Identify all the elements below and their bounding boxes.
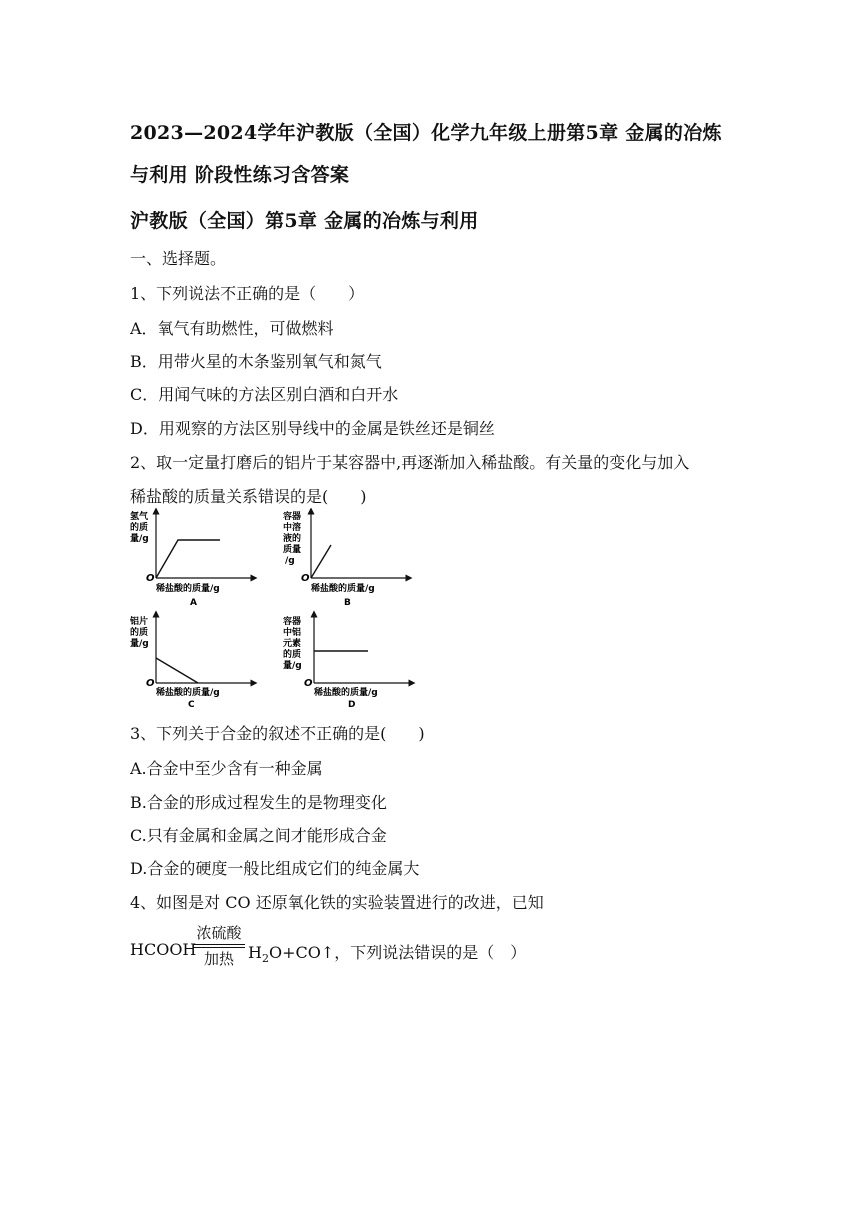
graph-a-xlabel: 稀盐酸的质量/g [156, 584, 220, 594]
graph-b-xlabel: 稀盐酸的质量/g [311, 584, 375, 594]
equation-products [248, 940, 526, 965]
equation-reactant: HCOOH [130, 940, 197, 959]
graph-b-ylabel-2: 中溶 [283, 523, 302, 533]
question-1-option-a: A．氧气有助燃性，可做燃料 [130, 319, 334, 338]
equation-condition-bottom: 加热 [203, 950, 234, 968]
question-3-option-d: D.合金的硬度一般比组成它们的纯金属大 [130, 859, 420, 878]
question-1-stem: 1、下列说法不正确的是（ ） [130, 284, 365, 303]
equation-rest: O+CO↑，下列说法错误的是（ ） [268, 943, 527, 962]
graph-b-ylabel-5: /g [285, 556, 295, 566]
graph-a-caption: A [190, 598, 197, 608]
graph-d-caption: D [348, 700, 356, 708]
graph-d [283, 614, 412, 708]
equation-equals-sign [193, 944, 245, 948]
graph-c-xlabel: 稀盐酸的质量/g [156, 688, 220, 698]
graph-c-ylabel-3: 量/g [130, 639, 149, 649]
question-2-stem-line1: 2、取一定量打磨后的铝片于某容器中,再逐渐加入稀盐酸。有关量的变化与加入 [130, 453, 690, 472]
question-1-option-d: D．用观察的方法区别导线中的金属是铁丝还是铜丝 [130, 419, 495, 438]
graph-a-origin: O [146, 573, 155, 584]
question-2-stem-line2: 稀盐酸的质量关系错误的是( ) [130, 487, 367, 506]
graph-a-ylabel-3: 量/g [130, 534, 149, 544]
graphs-figure [128, 508, 418, 708]
graph-d-xlabel: 稀盐酸的质量/g [314, 688, 378, 698]
graph-d-origin: O [304, 678, 313, 689]
graph-b-ylabel-3: 液的 [283, 534, 302, 544]
graph-b-caption: B [344, 598, 351, 608]
question-3-option-a: A.合金中至少含有一种金属 [130, 759, 323, 778]
question-1-option-b: B．用带火星的木条鉴别氧气和氮气 [130, 352, 382, 371]
graph-b-ylabel-1: 容器 [283, 512, 302, 522]
question-4-stem: 4、如图是对 CO 还原氧化铁的实验装置进行的改进，已知 [130, 893, 544, 912]
graph-c [130, 614, 254, 708]
document-subtitle: 沪教版（全国）第5章 金属的冶炼与利用 [130, 210, 479, 232]
equation-condition [193, 924, 245, 968]
graph-d-ylabel-3: 元素 [283, 639, 302, 649]
graph-c-caption: C [188, 700, 195, 708]
graph-a-ylabel-1: 氢气 [130, 512, 149, 522]
document-title-line2: 与利用 阶段性练习含答案 [130, 164, 350, 186]
graph-c-origin: O [146, 678, 155, 689]
graph-a-curve [156, 540, 220, 578]
graph-c-ylabel-2: 的质 [130, 628, 149, 638]
equation-h: H [248, 943, 262, 962]
graph-c-ylabel-1: 铝片 [130, 617, 149, 627]
graph-a [130, 510, 254, 608]
section-heading: 一、选择题。 [130, 249, 227, 268]
question-3-option-c: C.只有金属和金属之间才能形成合金 [130, 826, 387, 845]
graph-b-ylabel-4: 质量 [283, 545, 302, 555]
graph-b [283, 510, 409, 608]
question-2-graphs [128, 508, 418, 708]
graph-a-ylabel-2: 的质 [130, 523, 149, 533]
question-3-option-b: B.合金的形成过程发生的是物理变化 [130, 793, 387, 812]
graph-d-ylabel-5: 量/g [283, 661, 302, 671]
graph-b-origin: O [301, 573, 310, 584]
equation-condition-top: 浓硫酸 [196, 924, 242, 942]
graph-b-curve [311, 545, 331, 578]
question-1-option-c: C．用闻气味的方法区别白酒和白开水 [130, 385, 399, 404]
graph-c-curve [156, 658, 198, 683]
question-3-stem: 3、下列关于合金的叙述不正确的是( ) [130, 724, 425, 743]
document-title-line1: 2023—2024学年沪教版（全国）化学九年级上册第5章 金属的冶炼 [130, 122, 722, 144]
graph-d-ylabel-4: 的质 [283, 650, 302, 660]
graph-d-ylabel-1: 容器 [283, 617, 302, 627]
equation-subscript: 2 [261, 952, 269, 966]
graph-d-ylabel-2: 中铝 [283, 628, 302, 638]
